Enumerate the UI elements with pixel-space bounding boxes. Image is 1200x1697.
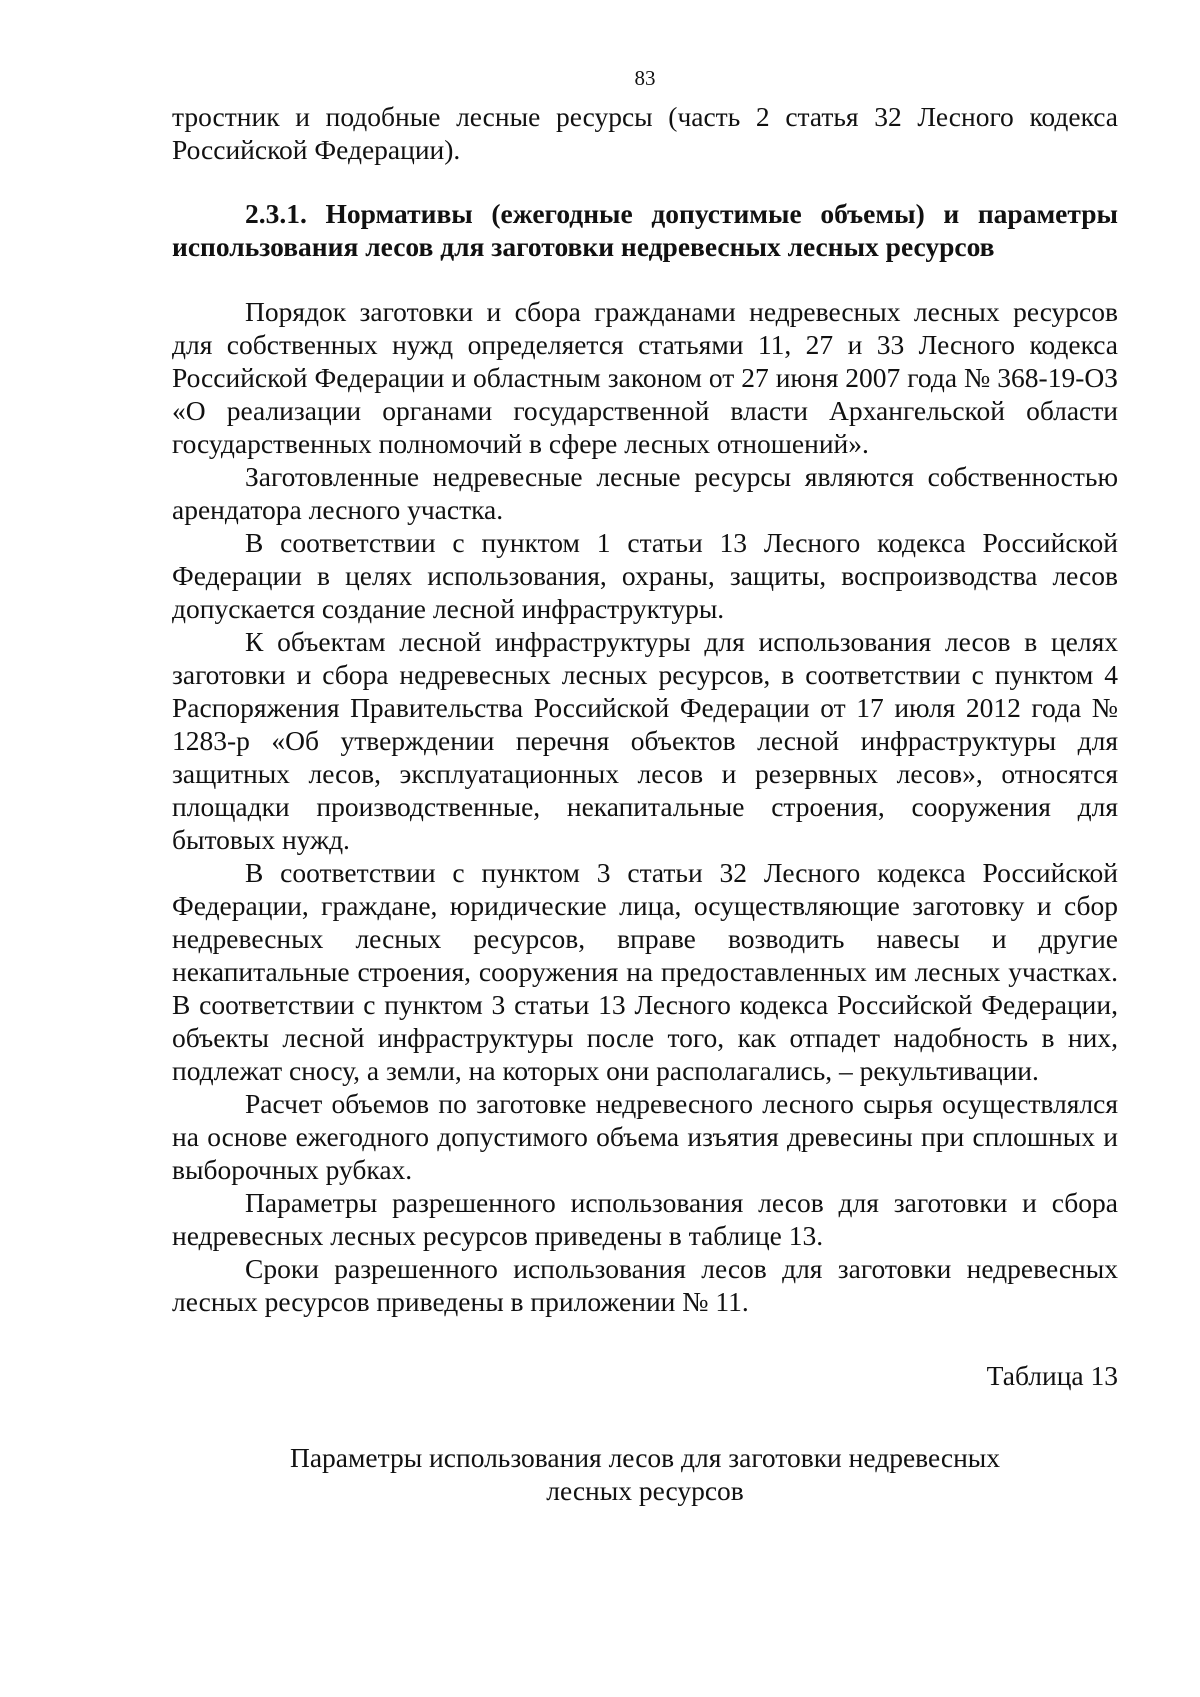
document-page [172, 64, 1118, 1507]
paragraph-ownership: Заготовленные недревесные лесные ресурсы являются собственностью арендатора лесного участка. [172, 461, 1118, 525]
paragraph-infrastructure-objects: К объектам лесной инфраструктуры для использования лесов в целях заготовки и сбора недревесных лесных ресурсов, в соответствии с пунктом 4 Распоряжения Правительства Российской Федерации от 17 июля 2012 года № 1283-р «Об утверждении перечня объектов лесной инфраструктуры для защитных лесов, эксплуатационных лесов и резервных лесов», относятся площадки производственные, некапитальные строения, сооружения для бытовых нужд. [172, 626, 1118, 855]
paragraph-parameters-reference: Параметры разрешенного использования лесов для заготовки и сбора недревесных лесных ресурсов приведены в таблице 13. [172, 1187, 1118, 1251]
paragraph-structures: В соответствии с пунктом 3 статьи 32 Лесного кодекса Российской Федерации, граждане, юридические лица, осуществляющие заготовку и сбор недревесных лесных ресурсов, вправе возводить навесы и другие некапитальные строения, сооружения на предоставленных им лесных участках. В соответствии с пунктом 3 статьи 13 Лесного кодекса Российской Федерации, объекты лесной инфраструктуры после того, как отпадет надобность в них, подлежат сносу, а земли, на которых они располагались, – рекультивации. [172, 857, 1118, 1086]
paragraph-infrastructure-creation: В соответствии с пунктом 1 статьи 13 Лесного кодекса Российской Федерации в целях использования, охраны, защиты, воспроизводства лесов допускается создание лесной инфраструктуры. [172, 527, 1118, 624]
paragraph-terms-reference: Сроки разрешенного использования лесов для заготовки недревесных лесных ресурсов приведены в приложении № 11. [172, 1253, 1118, 1317]
table-label: Таблица 13 [986, 1360, 1118, 1391]
paragraph-volume-calculation: Расчет объемов по заготовке недревесного лесного сырья осуществлялся на основе ежегодного допустимого объема изъятия древесины при сплошных и выборочных рубках. [172, 1088, 1118, 1185]
paragraph-order-of-harvesting: Порядок заготовки и сбора гражданами недревесных лесных ресурсов для собственных нужд определяется статьями 11, 27 и 33 Лесного кодекса Российской Федерации и областным законом от 27 июня 2007 года № 368-19-ОЗ «О реализации органами государственной власти Архангельской области государственных полномочий в сфере лесных отношений». [172, 296, 1118, 459]
section-heading: 2.3.1. Нормативы (ежегодные допустимые объемы) и параметры использования лесов для заготовки недревесных лесных ресурсов [172, 198, 1118, 262]
intro-paragraph: тростник и подобные лесные ресурсы (часть 2 статья 32 Лесного кодекса Российской Федерации). [172, 101, 1118, 165]
table-title: Параметры использования лесов для заготовки недревесных лесных ресурсов [289, 1442, 1001, 1506]
page-number: 83 [634, 66, 656, 90]
